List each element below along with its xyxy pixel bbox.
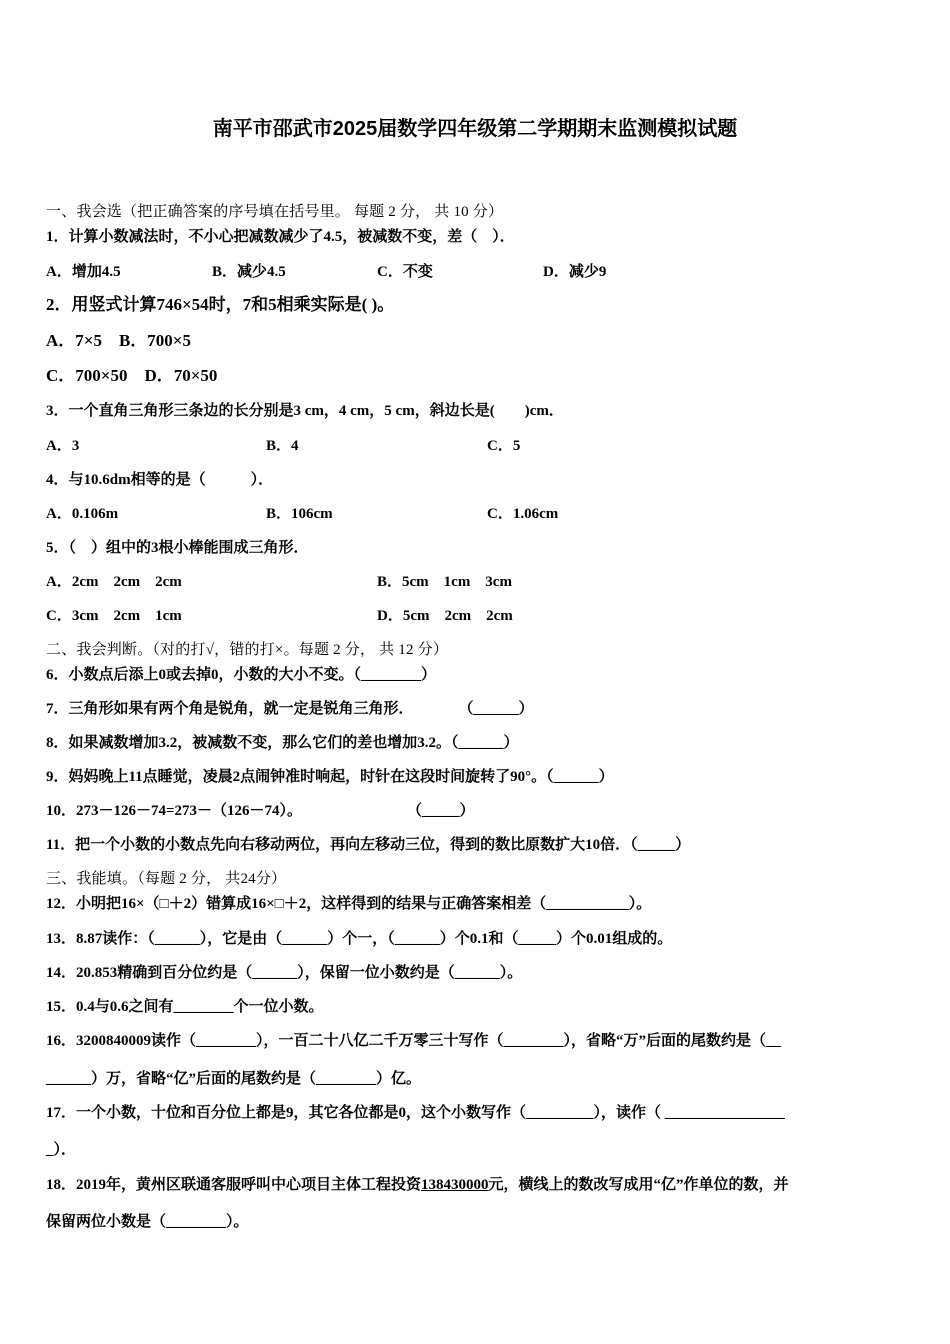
question-3-option-b: B．4 (266, 438, 299, 454)
question-13: 13．8.87读作：（______），它是由（______）个一，（______）个0.1和（_____）个0.01组成的。 (46, 931, 673, 947)
question-1-option-b: B．减少4.5 (212, 264, 286, 280)
question-8: 8．如果减数增加3.2，被减数不变，那么它们的差也增加3.2。（______） (46, 735, 519, 751)
question-10: 10．273－126－74=273－（126－74）。 （_____） (46, 803, 475, 819)
question-4: 4．与10.6dm相等的是（ ）． (46, 472, 274, 488)
question-1: 1．计算小数减法时，不小心把减数减少了4.5，被减数不变，差（ ）． (46, 229, 515, 245)
question-3-option-a: A．3 (46, 438, 80, 454)
question-18-prefix: 18．2019年，黄州区联通客服呼叫中心项目主体工程投资 (46, 1177, 422, 1193)
question-2-options-row-1: A．7×5 B．700×5 (46, 331, 191, 350)
question-5-option-d: D．5cm 2cm 2cm (377, 608, 513, 624)
question-1-option-c: C．不变 (377, 264, 433, 280)
question-16-line-1: 16．3200840009读作（________），一百二十八亿二千万零三十写作（________），省略“万”后面的尾数约是（__ (46, 1033, 782, 1049)
question-18-line-2: 保留两位小数是（________）。 (46, 1214, 249, 1230)
question-16-line-2: ______）万，省略“亿”后面的尾数约是（________）亿。 (46, 1071, 422, 1087)
question-4-option-a: A．0.106m (46, 506, 119, 522)
question-2: 2．用竖式计算746×54时，7和5相乘实际是( )。 (46, 295, 395, 314)
question-3: 3．一个直角三角形三条边的长分别是3 cm，4 cm，5 cm，斜边长是( )cm． (46, 403, 564, 419)
question-1-option-d: D．减少9 (543, 264, 607, 280)
question-3-option-c: C．5 (487, 438, 521, 454)
section-1-heading: 一、我会选（把正确答案的序号填在括号里。 每题 2 分， 共 10 分） (46, 204, 504, 220)
question-18-underlined-number: 138430000 (421, 1177, 489, 1193)
question-9: 9．妈妈晚上11点睡觉，凌晨2点闹钟准时响起，时针在这段时间旋转了90°。（______） (46, 769, 614, 785)
section-3-heading: 三、我能填。（每题 2 分， 共24分） (46, 871, 287, 887)
question-18-suffix: 元，横线上的数改写成用“亿”作单位的数，并 (488, 1177, 789, 1193)
question-5: 5．（ ）组中的3根小棒能围成三角形． (46, 540, 309, 556)
question-7: 7．三角形如果有两个角是锐角，就一定是锐角三角形． （______） (46, 701, 534, 717)
question-4-option-c: C．1.06cm (487, 506, 559, 522)
question-5-option-b: B．5cm 1cm 3cm (377, 574, 512, 590)
question-5-option-a: A．2cm 2cm 2cm (46, 574, 182, 590)
question-14: 14．20.853精确到百分位约是（______），保留一位小数约是（______）。 (46, 965, 523, 981)
question-6: 6．小数点后添上0或去掉0，小数的大小不变。（________） (46, 667, 437, 683)
question-12: 12．小明把16×（□＋2）错算成16×□＋2，这样得到的结果与正确答案相差（___________）。 (46, 896, 652, 912)
question-17-line-2: _）． (46, 1142, 77, 1158)
question-5-option-c: C．3cm 2cm 1cm (46, 608, 182, 624)
question-1-option-a: A．增加4.5 (46, 264, 121, 280)
question-4-option-b: B．106cm (266, 506, 333, 522)
question-15: 15．0.4与0.6之间有________个一位小数。 (46, 999, 324, 1015)
question-18-line-1 (46, 1175, 789, 1195)
question-17-line-1: 17．一个小数，十位和百分位上都是9，其它各位都是0，这个小数写作（_________），读作（ ________________ (46, 1105, 785, 1121)
document-title: 南平市邵武市2025届数学四年级第二学期期末监测模拟试题 (212, 118, 738, 140)
section-2-heading: 二、我会判断。（对的打√，错的打×。每题 2 分， 共 12 分） (46, 642, 449, 658)
question-11: 11．把一个小数的小数点先向右移动两位，再向左移动三位，得到的数比原数扩大10倍．（_____） (46, 837, 691, 853)
question-2-options-row-2: C．700×50 D．70×50 (46, 366, 218, 385)
